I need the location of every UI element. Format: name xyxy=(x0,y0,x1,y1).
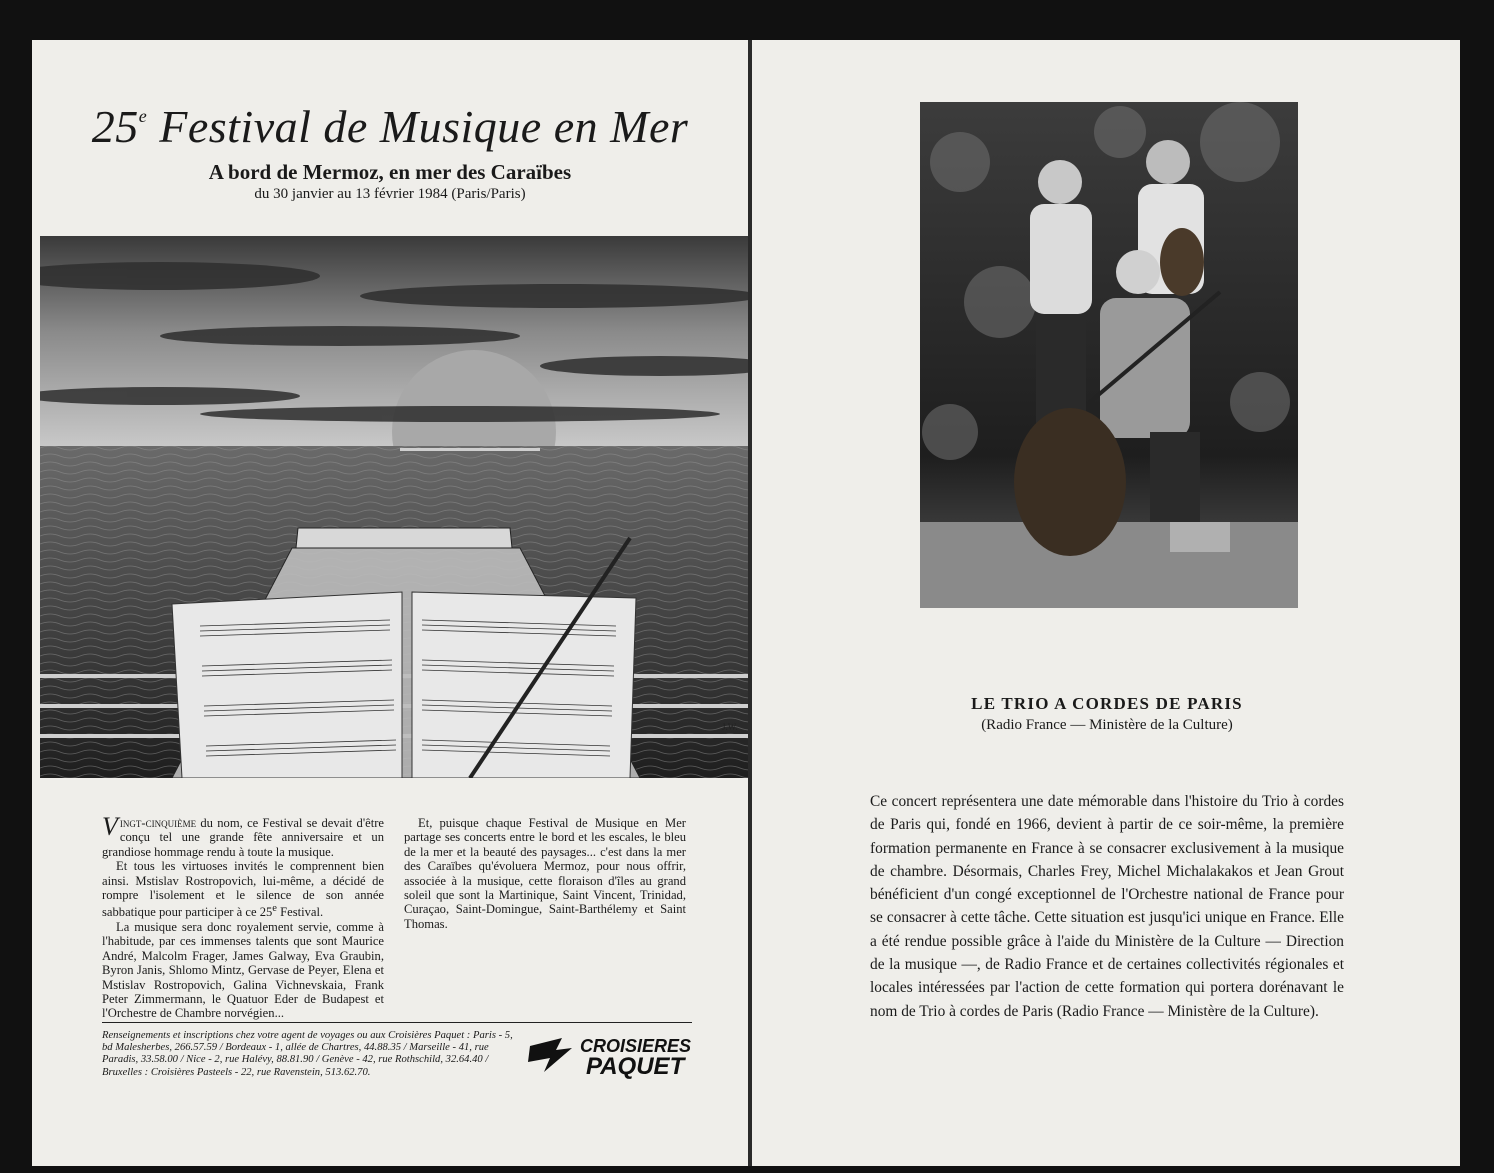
festival-subtitle: A bord de Mermoz, en mer des Caraïbes xyxy=(208,160,572,184)
logo-text-line1: CROISIERES xyxy=(580,1036,692,1056)
concert-description: Ce concert représentera une date mémorable dans l'histoire du Trio à cordes de Paris qui, fondé en 1966, devient à partir de ce soir-même, la première formation permanente en France à se consacrer exclusivement à la musique de chambre. Désormais, Charles Frey, Michel Michalakakos et Jean Grout bénéficient d'un congé exceptionnel de l'Orchestre national de France pour se consacrer à cette tâche. Cette situation est jusqu'ici unique en France. Elle a été rendue possible grâce à l'aide du Ministère de la Culture — Direction de la musique —, de Radio France et de certaines collectivités régionales et locales intéressées par l'action de cette formation qui portera dorénavant le nom de Trio à cordes de Paris (Radio France — Ministère de la Culture). xyxy=(870,793,1344,1020)
illustration-signature: J.W. xyxy=(722,722,738,732)
paragraph-3: La musique sera donc royalement servie, comme à l'habitude, par ces immenses talents que sont Maurice André, Malcolm Frager, James Galway, Eva Graubin, Byron Janis, Shlomo Mintz, Gervase de Peyer, Elena et Mstislav Rostropovich, Galina Vichnevskaia, Frank Peter Zimmermann, le Quatuor Eder de Budapest et l'Orchestre de Chambre norvégien... xyxy=(102,920,384,1021)
trio-title: LE TRIO A CORDES DE PARIS xyxy=(971,694,1243,713)
trio-subtitle: (Radio France — Ministère de la Culture) xyxy=(981,717,1233,733)
paragraph-2-text: Et tous les virtuoses invités le comprennent bien ainsi. Mstislav Rostropovich, lui-même, a décidé de rompre l'isolement et le silence de son année sabbatique pour participer à ce 25 xyxy=(102,859,384,920)
paragraph-4: Et, puisque chaque Festival de Musique en Mer partage ses concerts entre le bord et les escales, le bleu de la mer et la beauté des paysages... c'est dans la mer des Caraïbes qu'évoluera Mermoz, pour nous offrir, associée à la musique, cette floraison d'îles au grand soleil que sont la Martinique, Saint Vincent, Trinidad, Curaçao, Saint-Domingue, Saint-Barthélemy et Saint Thomas. xyxy=(404,816,686,931)
trio-photograph xyxy=(920,102,1298,608)
article-column-2 xyxy=(404,816,686,931)
paragraph-2-end: Festival. xyxy=(276,905,324,920)
sun-glint xyxy=(400,448,540,451)
paragraph-1 xyxy=(102,812,384,859)
divider xyxy=(102,1022,692,1023)
sunset-sheet-music-illustration xyxy=(40,236,748,778)
left-page xyxy=(32,40,748,1166)
drop-cap: V xyxy=(102,812,118,841)
croisieres-paquet-logo xyxy=(522,1032,692,1082)
paragraph-1-lead: ingt-cinquième xyxy=(119,816,197,830)
booking-info: Renseignements et inscriptions chez votre agent de voyages ou aux Croisières Paquet : Paris - 5, bd Malesherbes, 266.57.59 / Bordeaux - 1, allée de Chartres, 44.88.35 / Marseille - 41, rue Paradis, 33.58.00 / Nice - 2, rue Halévy, 88.81.90 / Genève - 42, rue Rothschild, 32.64.40 / Bruxelles : Croisières Pasteels - 22, rue Ravenstein, 513.62.70. xyxy=(102,1030,513,1078)
festival-title xyxy=(32,100,748,153)
logo-text-line2: PAQUET xyxy=(586,1053,685,1080)
title-ordinal: e xyxy=(138,106,148,126)
right-page xyxy=(752,40,1460,1166)
logo-mark xyxy=(528,1038,572,1072)
cello xyxy=(1014,408,1126,556)
music-stand xyxy=(296,528,512,548)
festival-dates: du 30 janvier au 13 février 1984 (Paris/Paris) xyxy=(254,186,526,202)
paragraph-2-ordinal: e xyxy=(272,903,277,915)
paragraph-1-text: du nom, ce Festival se devait d'être conçu tel une grande fête anniversaire et un grandiose hommage rendu à toute la musique. xyxy=(102,816,384,859)
paragraph-2 xyxy=(102,859,384,920)
title-text: Festival de Musique en Mer xyxy=(147,101,689,152)
title-number: 25 xyxy=(91,101,139,152)
article-column-1 xyxy=(102,812,384,1021)
